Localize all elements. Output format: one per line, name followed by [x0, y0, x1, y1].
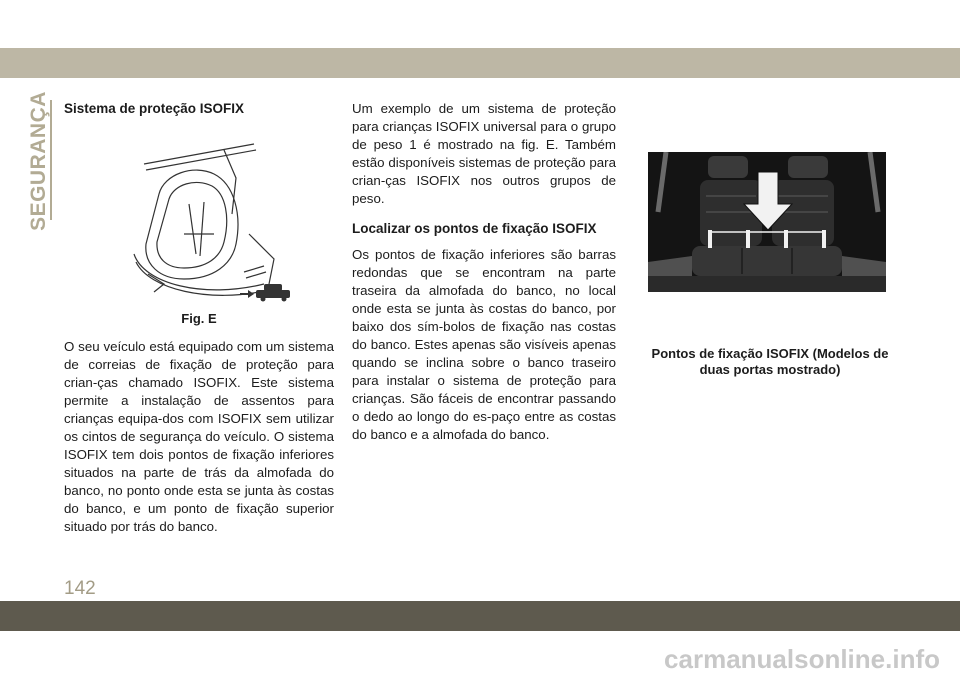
rear-seat-photo [648, 152, 886, 292]
locate-anchors-text: Os pontos de fixação inferiores são barras redondas que se encontram na parte traseira da almofada do banco, no local onde esta se junta às costas do banco, por baixo dos sím-bolos de fixação nas costas do banco. Estes apenas são visíveis apenas quando se inclina sobre o banco traseiro para instalar o sistema de proteção para crianças. São fáceis de encontrar passando o dedo ao longo do es-paço entre as costas do banco e a almofada do banco. [352, 247, 616, 442]
page-number: 142 [64, 578, 96, 599]
locate-anchors-heading: Localizar os pontos de fixação ISOFIX [352, 221, 597, 236]
rear-seat-image [648, 152, 886, 292]
child-seat-illustration [64, 134, 334, 306]
isofix-example-text: Um exemplo de um sistema de proteção para crianças ISOFIX universal para o grupo de peso 1 é mostrado na fig. E. Também estão disponíveis sistemas de proteção para crian-ças ISOFIX nos outros grupos de peso. [352, 101, 616, 206]
column-left [64, 100, 334, 536]
photo-caption: Pontos de fixação ISOFIX (Modelos de duas portas mostrado) [651, 346, 889, 377]
column-middle [352, 100, 616, 444]
footer-band [0, 601, 960, 631]
watermark: carmanualsonline.info [664, 644, 940, 674]
isofix-description: O seu veículo está equipado com um sistema de correias de fixação de proteção para crian-ças chamado ISOFIX. Este sistema permite a instalação de assentos para crianças equipa-dos com ISOFIX sem utilizar os cintos de segurança do veículo. O sistema ISOFIX tem dois pontos de fixação inferiores situados na parte de trás da almofada do banco, no ponto onde esta se junta às costas do banco, e um ponto de fixação superior situado por trás do banco. [64, 339, 334, 534]
column-right [648, 100, 892, 378]
header-band [0, 48, 960, 78]
figure-caption: Fig. E [181, 311, 217, 326]
section-tab-label: SEGURANÇA [27, 91, 50, 231]
isofix-heading: Sistema de proteção ISOFIX [64, 101, 245, 116]
section-tab-rule [50, 100, 52, 220]
section-tab [27, 91, 50, 231]
child-seat-drawing [64, 134, 334, 306]
